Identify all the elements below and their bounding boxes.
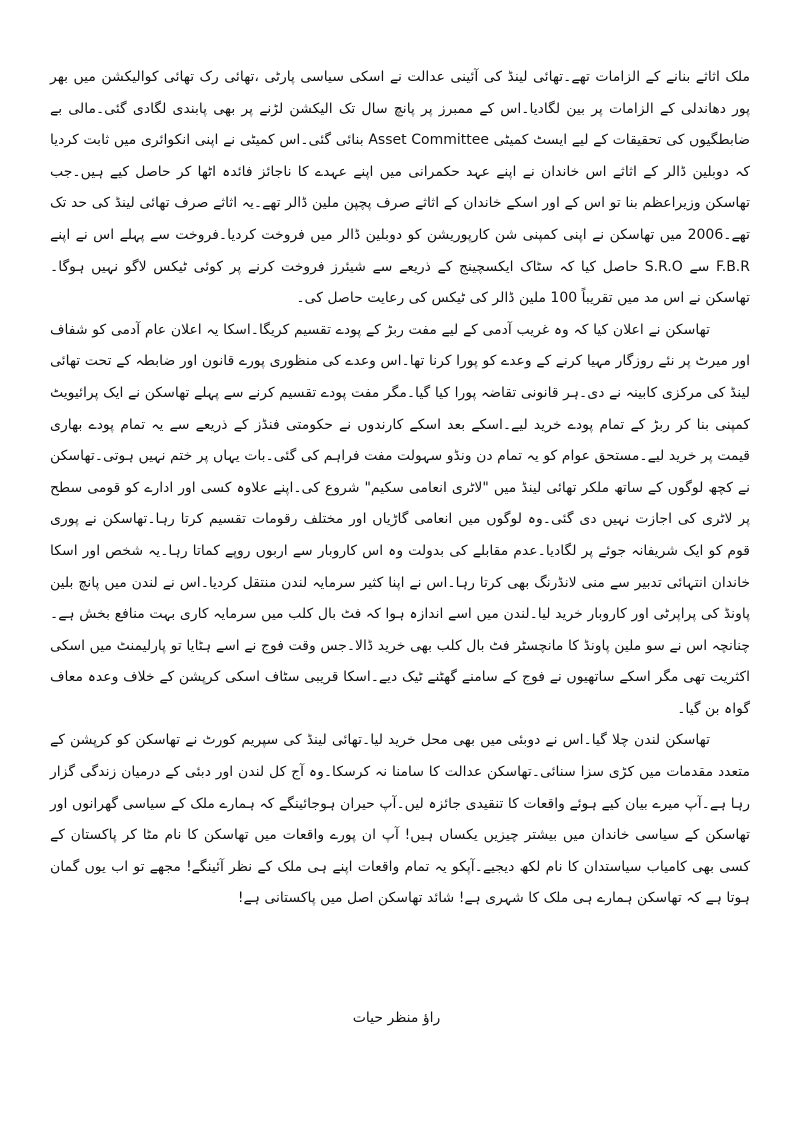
paragraph-2: تھاسکن نے اعلان کیا کہ وہ غریب آدمی کے لیے مفت ربڑ کے پودے تقسیم کریگا۔اسکا یہ اعلان عام آدمی کو شفاف اور میرٹ پر نئے روزگار مہیا کرنے کے وعدے کو پورا کرنا تھا۔اس وعدے کی منظوری پورے قانون اور ضابطہ کے تحت تھائی لینڈ کی مرکزی کابینہ نے دی۔ہر قانونی تقاضہ پورا کیا گیا۔مگر مفت پودے تقسیم کرنے سے پہلے تھاسکن نے ایک پرائیویٹ کمپنی بنا کر ربڑ کے تمام پودے خرید لیے۔اسکے بعد اسکے کارندوں نے حکومتی فنڈز کے ذریعے سے یہ تمام پودے بھاری قیمت پر خرید لیے۔مستحق عوام کو یہ تمام دن ونڈو سہولت مفت فراہم کی گئی۔بات یہاں پر ختم نہیں ہوتی۔تھاسکن نے کچھ لوگوں کے ساتھ ملکر تھائی لینڈ میں "لاٹری انعامی سکیم" شروع کی۔اپنے علاوہ کسی اور ادارے کو قومی سطح پر لاٹری کی اجازت نہیں دی گئی۔وہ لوگوں میں انعامی گاڑیاں اور مختلف رقومات تقسیم کرتا رہا۔تھاسکن نے پوری قوم کو ایک شریفانہ جوئے پر لگادیا۔عدم مقابلے کی بدولت وہ اس کاروبار سے اربوں روپے کماتا رہا۔یہ شخص اور اسکا خاندان انتہائی تدبیر سے منی لانڈرنگ بھی کرتا رہا۔اس نے اپنا کثیر سرمایہ لندن منتقل کردیا۔اس نے لندن میں پانچ بلین پاونڈ کی پراپرٹی اور کاروبار خرید لیا۔لندن میں اسے اندازہ ہوا کہ فٹ بال کلب میں سرمایہ کاری بہت منافع بخش ہے۔چنانچہ اس نے سو ملین پاونڈ کا مانچسٹر فٹ بال کلب بھی خرید ڈالا۔جس وقت فوج نے اسے ہٹایا تو پارلیمنٹ میں اسکی اکثریت تھی مگر اسکے ساتھیوں نے فوج کے سامنے گھٹنے ٹیک دیے۔اسکا قریبی سٹاف اسکی کرپشن کے خلاف وعدہ معاف گواہ بن گیا۔ (50, 321, 750, 717)
paragraph-1: ملک اثاثے بنانے کے الزامات تھے۔تھائی لینڈ کی آئینی عدالت نے اسکی سیاسی پارٹی ،تھائی رک تھائی کوالیکشن میں بھر پور دھاندلی کے الزامات پر بین لگادیا۔اس کے ممبرز پر پانچ سال تک الیکشن لڑنے پر بھی پابندی لگادی گئی۔مالی بے ضابطگیوں کی تحقیقات کے لیے ایسٹ کمیٹی Asset Committee بنائی گئی۔اس کمیٹی نے اپنی انکوائری میں ثابت کردیا کہ دوبلین ڈالر کے اثاثے اس خاندان نے اپنے عہد حکمرانی میں اپنے عہدے کا ناجائز فائدہ اٹھا کر حاصل کیے ہیں۔جب تھاسکن وزیراعظم بنا تو اس کے اور اسکے خاندان کے اثاثے صرف پچپن ملین ڈالر تھے۔یہ اثاثے صرف تھائی لینڈ کی حد تک تھے۔2006 میں تھاسکن نے اپنی کمپنی شن کارپوریشن کو دوبلین ڈالر میں فروخت کردیا۔فروخت سے پہلے اس نے اپنے F.B.R سے S.R.O حاصل کیا کہ سٹاک ایکسچینج کے ذریعے سے شیئرز فروخت کرنے پر کوئی ٹیکس لاگو نہیں ہوگا۔تھاسکن نے اس مد میں تقریباً 100 ملین ڈالر کی ٹیکس کی رعایت حاصل کی۔ (50, 69, 751, 307)
paragraph-3: تھاسکن لندن چلا گیا۔اس نے دوبئی میں بھی محل خرید لیا۔تھائی لینڈ کی سپریم کورٹ نے تھاسکن کو کرپشن کے متعدد مقدمات میں کڑی سزا سنائی۔تھاسکن عدالت کا سامنا نہ کرسکا۔وہ آج کل لندن اور دبئی کے درمیان زندگی گزار رہا ہے۔آپ میرے بیان کیے ہوئے واقعات کا تنقیدی جائزہ لیں۔آپ حیران ہوجائینگے کہ ہمارے ملک کے سیاسی گھرانوں اور تھاسکن کے سیاسی خاندان میں بیشتر چیزیں یکساں ہیں! آپ ان پورے واقعات میں تھاسکن کا نام مٹا کر پاکستان کے کسی بھی کامیاب سیاستدان کا نام لکھ دیجیے۔آپکو یہ تمام واقعات اپنے ہی ملک کے نظر آئینگے! مجھے تو اب یوں گمان ہوتا ہے کہ تھاسکن ہمارے ہی ملک کا شہری ہے! شائد تھاسکن اصل میں پاکستانی ہے! (50, 732, 750, 907)
article-body (50, 62, 750, 915)
author-signature: راؤ منظر حیات (352, 1010, 441, 1026)
